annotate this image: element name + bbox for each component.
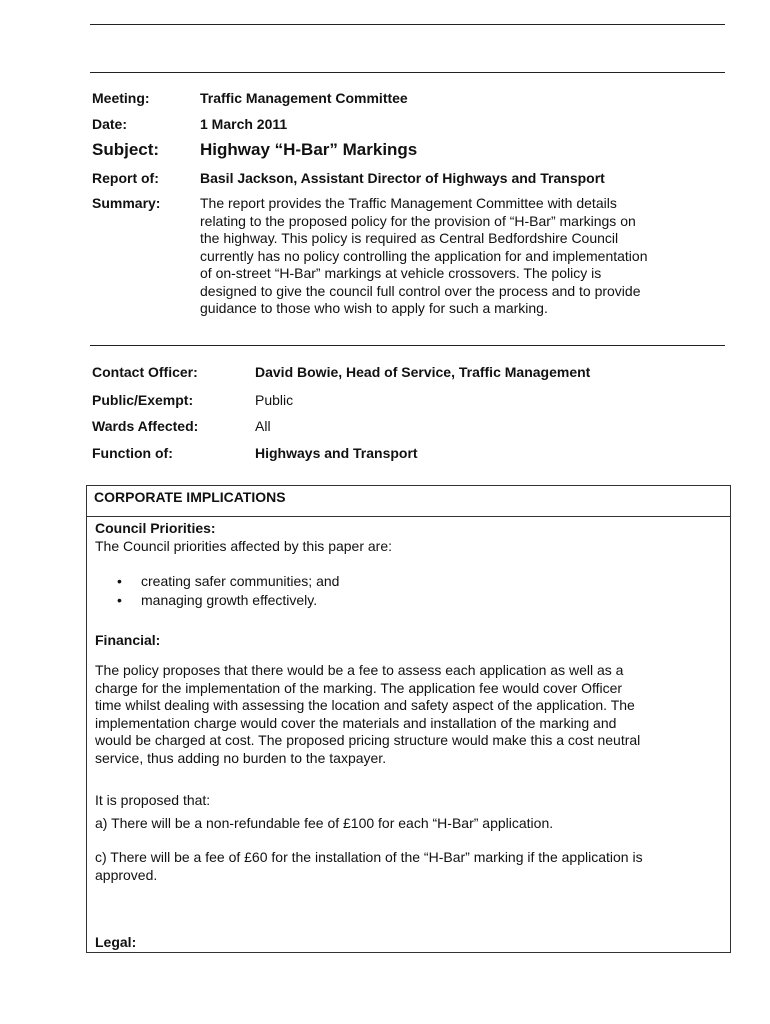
legal-heading: Legal: <box>95 934 137 950</box>
corporate-implications-box <box>86 485 731 953</box>
bullet-icon: • <box>117 592 122 608</box>
public-exempt-value: Public <box>255 392 294 408</box>
council-priorities-heading: Council Priorities: <box>95 520 216 536</box>
financial-paragraph <box>95 662 715 767</box>
report-of-value: Basil Jackson, Assistant Director of Highways and Transport <box>200 170 605 186</box>
subject-value: Highway “H-Bar” Markings <box>200 140 418 159</box>
contact-officer-value: David Bowie, Head of Service, Traffic Management <box>255 364 591 380</box>
council-priorities-intro: The Council priorities affected by this paper are: <box>95 538 393 554</box>
proposal-c-line: approved. <box>95 866 158 883</box>
public-exempt-label: Public/Exempt: <box>92 392 194 408</box>
summary-rule <box>90 345 725 346</box>
summary-line: designed to give the council full control over the process and to provide <box>200 282 641 299</box>
proposal-c-line: c) There will be a fee of £60 for the installation of the “H-Bar” marking if the application is <box>95 849 643 865</box>
corporate-implications-title: CORPORATE IMPLICATIONS <box>94 489 286 505</box>
box-separator <box>87 516 730 517</box>
list-item-text: managing growth effectively. <box>141 592 318 608</box>
summary-line: relating to the proposed policy for the provision of “H-Bar” markings on <box>200 212 636 229</box>
summary-line: currently has no policy controlling the application for and implementation <box>200 247 648 264</box>
header-rule <box>90 72 725 73</box>
financial-line: charge for the implementation of the marking. The application fee would cover Officer <box>95 679 623 696</box>
financial-line: time whilst dealing with assessing the location and safety aspect of the application. The <box>95 697 635 713</box>
function-of-value: Highways and Transport <box>255 445 418 461</box>
date-label: Date: <box>92 116 128 132</box>
bullet-icon: • <box>117 573 122 589</box>
list-item <box>117 572 340 591</box>
meeting-label: Meeting: <box>92 90 150 106</box>
summary-line: The report provides the Traffic Management Committee with details <box>200 195 617 211</box>
priorities-list <box>95 572 339 610</box>
list-item <box>117 591 339 610</box>
date-value: 1 March 2011 <box>200 116 288 132</box>
financial-line: service, thus adding no burden to the taxpayer. <box>95 749 387 766</box>
wards-affected-label: Wards Affected: <box>92 418 199 434</box>
financial-line: The policy proposes that there would be a fee to assess each application as well as a <box>95 662 624 678</box>
list-item-text: creating safer communities; and <box>141 573 340 589</box>
contact-officer-label: Contact Officer: <box>92 364 198 380</box>
summary-line: of on-street “H-Bar” markings at vehicle crossovers. The policy is <box>200 265 602 281</box>
financial-heading: Financial: <box>95 632 161 648</box>
subject-label: Subject: <box>92 140 160 159</box>
summary-label: Summary: <box>92 195 161 211</box>
meeting-value: Traffic Management Committee <box>200 90 408 106</box>
summary-text <box>200 195 700 318</box>
top-rule <box>90 24 725 25</box>
summary-line: the highway. This policy is required as Central Bedfordshire Council <box>200 230 619 246</box>
proposed-intro: It is proposed that: <box>95 792 211 808</box>
wards-affected-value: All <box>255 418 271 434</box>
proposal-c <box>95 849 715 884</box>
function-of-label: Function of: <box>92 445 173 461</box>
financial-line: implementation charge would cover the materials and installation of the marking and <box>95 714 617 731</box>
financial-line: would be charged at cost. The proposed pricing structure would make this a cost neutral <box>95 732 641 748</box>
proposal-a: a) There will be a non-refundable fee of £100 for each “H-Bar” application. <box>95 815 554 831</box>
report-of-label: Report of: <box>92 170 159 186</box>
summary-line: guidance to those who wish to apply for such a marking. <box>200 300 548 316</box>
